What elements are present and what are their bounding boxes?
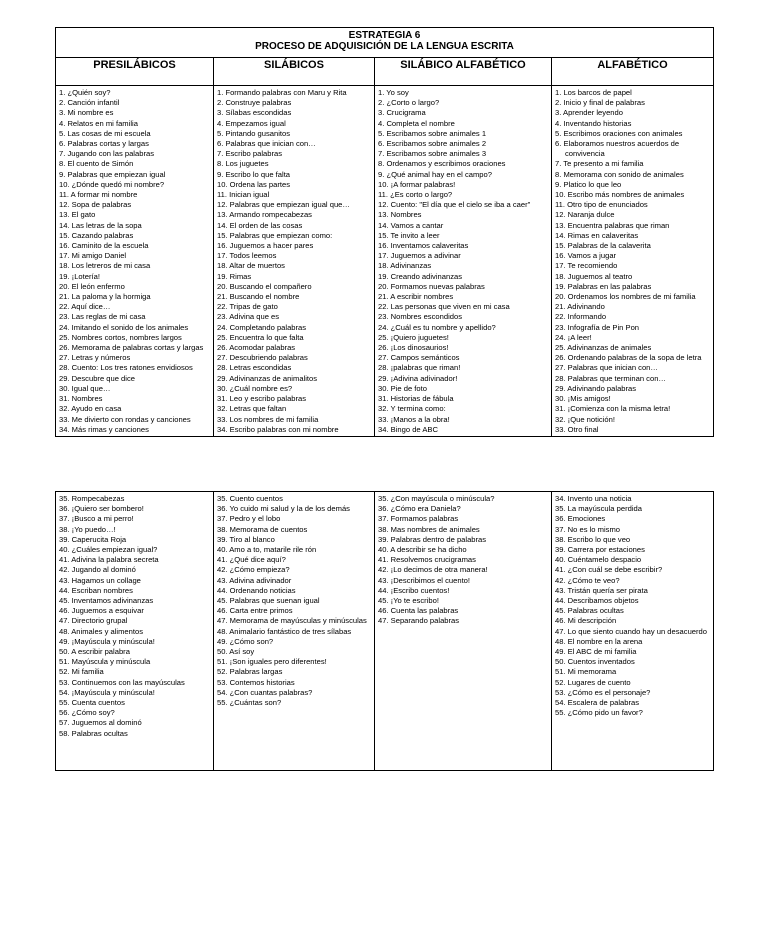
activity-item: 28. Letras escondidas [217,363,292,373]
activity-item: 45. Palabras ocultas [555,606,624,616]
activity-item: 37. Pedro y el lobo [217,514,281,524]
activity-item: 11. Otro tipo de enunciados [555,200,648,210]
activity-item: 10. Ordena las partes [217,179,291,189]
activity-item: 31. ¡Comienza con la misma letra! [555,404,671,414]
activity-item: 13. Encuentra palabras que riman [555,220,670,230]
activity-item: 44. Ordenando noticias [217,585,296,595]
activity-item: 5. Escribimos oraciones con animales [555,128,683,138]
activity-item: 24. Completando palabras [217,322,307,332]
activity-item: 12. Palabras que empiezan igual que… [217,200,350,210]
activity-item: 12. Naranja dulce [555,210,615,220]
activity-item: 42. ¿Cómo empieza? [217,565,290,575]
activity-item: 11. ¿Es corto o largo? [378,190,453,200]
activity-item: 22. Tripas de gato [217,302,278,312]
activity-item: 54. Escalera de palabras [555,698,640,708]
activity-item: 8. Memorama con sonido de animales [555,169,684,179]
activity-item: 19. Palabras en las palabras [555,281,652,291]
activity-item: 38. ¡Yo puedo…! [59,524,116,534]
activity-item: 32. ¡Que notición! [555,414,615,424]
activity-item: 57. Juguemos al dominó [59,718,142,728]
activity-item: 15. Te invito a leer [378,230,440,240]
activity-item: 50. A escribir palabra [59,647,130,657]
silabicos-column-continued [213,492,374,770]
activity-item: 40. Amo a to, matarile rile rón [217,545,317,555]
activity-item: 15. Palabras de la calaverita [555,241,651,251]
activity-item: 1. Formando palabras con Maru y Rita [217,88,347,97]
activity-item: 22. Informando [555,312,607,322]
activity-item: 34. Escribo palabras con mi nombre [217,424,339,434]
activity-item: 31. Historias de fábula [378,394,454,404]
activity-item: 36. Emociones [555,514,606,524]
activity-item: 50. Cuentos inventados [555,657,635,667]
activity-item: 18. Adivinanzas [378,261,432,271]
activity-item: 9. Palabras que empiezan igual [59,169,166,179]
activity-item: 8. Los juguetes [217,159,269,169]
activity-item: 47. Directorio grupal [59,616,128,626]
activity-item: 28. Palabras que terminan con… [555,373,667,383]
activity-item: 6. Palabras que inician con… [217,139,316,149]
activity-item: 55. Cuenta cuentos [59,698,125,708]
activity-item: 2. Canción infantil [59,98,120,108]
activity-item: 22. Las personas que viven en mi casa [378,302,510,312]
activity-item: 16. Inventamos calaveritas [378,241,469,251]
activity-item: 16. Juguemos a hacer pares [217,241,314,251]
activity-item: 25. Encuentra lo que falta [217,332,304,342]
activity-item: 1. ¿Quién soy? [59,88,111,97]
activity-item: 13. Armando rompecabezas [217,210,312,220]
column-headers [56,58,713,86]
activity-item: 58. Palabras ocultas [59,728,128,738]
activity-item: 52. Mi familia [59,667,104,677]
activity-item: 35. La mayúscula perdida [555,504,642,514]
activity-item: 42. Jugando al dominó [59,565,136,575]
activity-item: 7. Jugando con las palabras [59,149,154,159]
activity-item: 10. ¿Dónde quedó mi nombre? [59,179,165,189]
activity-item: 28. Cuento: Los tres ratones envidiosos [59,363,193,373]
activity-item: 23. Las reglas de mi casa [59,312,146,322]
activity-item: 25. Adivinanzas de animales [555,343,652,353]
activity-item: 31. Leo y escribo palabras [217,394,307,404]
strategy-title: ESTRATEGIA 6 [348,30,421,41]
activity-item: 41. ¿Qué dice aquí? [217,555,286,565]
activities-table-part-2 [55,491,714,771]
activity-item: 6. Escribamos sobre animales 2 [378,139,487,149]
activity-item: 11. A formar mi nombre [59,190,138,200]
activity-item: 1. Los barcos de papel [555,88,632,97]
activity-item: 49. ¿Cómo son? [217,636,274,646]
activity-item: 14. Vamos a cantar [378,220,444,230]
activity-item: 18. Altar de muertos [217,261,285,271]
activity-item: 51. Mi memorama [555,667,617,677]
activity-item: 41. Resolvemos crucigramas [378,555,476,565]
header-alfabetico: ALFABÉTICO [551,58,713,85]
activity-item: 3. Sílabas escondidas [217,108,292,118]
activity-item: 43. Hagamos un collage [59,575,141,585]
activity-item: 34. Más rimas y canciones [59,424,149,434]
activity-item: 36. ¡Quiero ser bombero! [59,504,144,514]
activity-item: 19. Rimas [217,271,252,281]
activity-item: 44. Describamos objetos [555,596,639,606]
activity-item: 4. Inventando historias [555,118,632,128]
activity-item: 37. No es lo mismo [555,524,620,534]
activity-item: 42. ¡Lo decimos de otra manera! [378,565,488,575]
activity-item: 21. Buscando el nombre [217,292,300,302]
activity-item: 37. Formamos palabras [378,514,459,524]
activity-item: 25. ¡Quiero juguetes! [378,332,449,342]
activity-item: 40. A describir se ha dicho [378,545,467,555]
activity-item: 54. ¡Mayúscula y minúscula! [59,687,155,697]
activity-item: 49. El ABC de mi familia [555,647,637,657]
activity-item: 26. Ordenando palabras de la sopa de letra [555,353,702,363]
activity-item: 20. Buscando el compañero [217,281,312,291]
activity-item: 40. Cuéntamelo despacio [555,555,642,565]
activity-item: 2. Inicio y final de palabras [555,98,645,108]
presilabicos-column [56,86,213,436]
activity-item: 25. Nombres cortos, nombres largos [59,332,182,342]
process-title: PROCESO DE ADQUISICIÓN DE LA LENGUA ESCRITA [255,41,514,52]
activity-item: 32. Ayudo en casa [59,404,122,414]
activity-item: 17. Todos leemos [217,251,277,261]
table-title [56,28,713,58]
activity-item: 29. Descubre que dice [59,373,135,383]
activity-item: 30. Igual que… [59,383,111,393]
silabicos-column [213,86,374,436]
header-presilabicos: PRESILÁBICOS [93,59,176,71]
activity-item: 3. Mi nombre es [59,108,114,118]
activity-item: 9. Escribo lo que falta [217,169,291,179]
activity-item: 19. Creando adivinanzas [378,271,463,281]
activity-item: 5. Las cosas de mi escuela [59,128,151,138]
activity-item: 33. Los nombres de mi familia [217,414,319,424]
activity-item: 27. Descubriendo palabras [217,353,308,363]
activity-item: 39. Carrera por estaciones [555,545,645,555]
activity-item: 43. Tristán quería ser pirata [555,585,648,595]
activity-item: 14. El orden de las cosas [217,220,303,230]
activity-item: 15. Cazando palabras [59,230,134,240]
activity-item: 37. ¡Busco a mi perro! [59,514,134,524]
activity-item: 35. ¿Con mayúscula o minúscula? [378,494,495,503]
header-silabicos: SILÁBICOS [213,58,374,85]
activity-item: 48. Animales y alimentos [59,626,143,636]
activity-item: 21. A escribir nombres [378,292,454,302]
activity-item: 4. Empezamos igual [217,118,286,128]
activity-item: 21. Adivinando [555,302,605,312]
activity-item: 28. ¡palabras que riman! [378,363,461,373]
activity-item: 24. ¡A leer! [555,332,592,342]
activity-item: 26. Memorama de palabras cortas y largas [59,343,204,353]
activity-item: 53. ¿Cómo es el personaje? [555,687,651,697]
activity-item: 7. Te presento a mi familia [555,159,644,169]
activity-item: 35. Cuento cuentos [217,494,283,503]
activity-item: 15. Palabras que empiezan como: [217,230,333,240]
activity-item: 51. ¡Son iguales pero diferentes! [217,657,327,667]
activity-item: 33. Otro final [555,424,599,434]
activity-item: 10. Escribo más nombres de animales [555,190,685,200]
activity-item: 8. Ordenamos y escribimos oraciones [378,159,506,169]
activity-item: 20. Ordenamos los nombres de mi familia [555,292,696,302]
activity-item: 17. Mi amigo Daniel [59,251,127,261]
activity-item: 32. Letras que faltan [217,404,287,414]
activity-item: 5. Escribamos sobre animales 1 [378,128,487,138]
activity-item: 30. ¿Cuál nombre es? [217,383,293,393]
activity-item: 55. ¿Cómo pido un favor? [555,708,643,718]
activity-item: 40. ¿Cuáles empiezan igual? [59,545,158,555]
activity-item: 27. Campos semánticos [378,353,460,363]
activity-item: 35. Rompecabezas [59,494,125,503]
activity-item: 7. Escribo palabras [217,149,283,159]
activity-item: 45. Palabras que suenan igual [217,596,320,606]
activity-item: 10. ¡A formar palabras! [378,179,456,189]
activity-item: 42. ¿Cómo te veo? [555,575,620,585]
activity-item: 22. Aquí dice… [59,302,111,312]
activity-item: 16. Vamos a jugar [555,251,617,261]
alfabetico-column-continued [551,492,713,770]
silabico-alfabetico-column-continued [374,492,551,770]
alfabetico-column [551,86,713,436]
activity-item: 30. Pie de foto [378,383,427,393]
presilabicos-column-continued [56,492,213,770]
activity-item: 8. El cuento de Simón [59,159,134,169]
activity-item: 17. Te recomiendo [555,261,618,271]
activity-item: 29. Adivinando palabras [555,383,637,393]
activity-item: 43. ¡Describimos el cuento! [378,575,471,585]
activity-item: 31. Nombres [59,394,103,404]
activity-item: 23. Adivina que es [217,312,280,322]
activity-item: 23. Infografía de Pin Pon [555,322,640,332]
activity-item: 20. Formamos nuevas palabras [378,281,485,291]
activity-item: 56. ¿Cómo soy? [59,708,115,718]
activity-item: 38. Memorama de cuentos [217,524,308,534]
activity-item: 49. ¡Mayúscula y minúscula! [59,636,155,646]
activity-item: 34. Invento una noticia [555,494,632,503]
activity-item: 38. Escribo lo que veo [555,534,631,544]
activity-item: 44. Escriban nombres [59,585,133,595]
activity-item: 34. Bingo de ABC [378,424,438,434]
activity-item: 38. Mas nombres de animales [378,524,480,534]
activity-item: 29. ¡Adivina adivinador! [378,373,458,383]
activities-table-part-1 [55,27,714,437]
activity-item: 18. Juguemos al teatro [555,271,633,281]
activity-item: 36. Yo cuido mi salud y la de los demás [217,504,350,514]
activity-item: 3. Crucigrama [378,108,426,118]
activity-item: 45. ¡Yo te escribo! [378,596,439,606]
silabico-alfabetico-column [374,86,551,436]
activity-item: 33. ¡Manos a la obra! [378,414,450,424]
activity-item: 26. ¡Los dinosaurios! [378,343,449,353]
activity-item: 33. Me divierto con rondas y canciones [59,414,191,424]
activity-item: 13. El gato [59,210,96,220]
activity-item: 39. Palabras dentro de palabras [378,534,487,544]
activity-item: 47. Memorama de mayúsculas y minúsculas [217,616,367,626]
activity-item: 1. Yo soy [378,88,409,97]
activity-item: 39. Caperucita Roja [59,534,127,544]
activity-item: 30. ¡Mis amigos! [555,394,611,404]
activity-item: 32. Y termina como: [378,404,446,414]
activity-item: 51. Mayúscula y minúscula [59,657,151,667]
activity-item: 2. Construye palabras [217,98,292,108]
activity-item: 5. Pintando gusanitos [217,128,291,138]
activity-item: 17. Juguemos a adivinar [378,251,461,261]
activity-item: 36. ¿Cómo era Daniela? [378,504,461,514]
activity-item: 4. Relatos en mi familia [59,118,138,128]
activity-item: 27. Palabras que inician con… [555,363,659,373]
activity-item: 29. Adivinanzas de animalitos [217,373,318,383]
activity-item: 24. Imitando el sonido de los animales [59,322,189,332]
activity-item: 9. Platico lo que leo [555,179,622,189]
activity-item: 11. Inician igual [217,190,270,200]
activity-item: 52. Lugares de cuento [555,677,631,687]
activity-item: 16. Caminito de la escuela [59,241,149,251]
activity-item: 3. Aprender leyendo [555,108,623,118]
activity-item: 26. Acomodar palabras [217,343,296,353]
activity-item: 14. Las letras de la sopa [59,220,142,230]
header-silabico-alfabetico: SILÁBICO ALFABÉTICO [374,58,551,85]
activity-item: 41. Adivina la palabra secreta [59,555,159,565]
activity-item: 55. ¿Cuántas son? [217,698,282,708]
activity-item: 44. ¡Escribo cuentos! [378,585,450,595]
activity-item: 24. ¿Cuál es tu nombre y apellido? [378,322,496,332]
activity-item: 20. El león enfermo [59,281,125,291]
activity-item: 27. Letras y números [59,353,131,363]
activity-item: 45. Inventamos adivinanzas [59,596,154,606]
activity-item: 9. ¿Qué animal hay en el campo? [378,169,492,179]
activity-item: 47. Separando palabras [378,616,460,626]
activity-item: 46. Cuenta las palabras [378,606,459,616]
activity-item: 53. Continuemos con las mayúsculas [59,677,185,687]
activity-item: 46. Juguemos a esquivar [59,606,144,616]
activity-item: 39. Tiro al blanco [217,534,275,544]
activity-item: 50. Así soy [217,647,255,657]
activity-item: 23. Nombres escondidos [378,312,462,322]
activity-item: 12. Sopa de palabras [59,200,132,210]
activity-item: 41. ¿Con cuál se debe escribir? [555,565,663,575]
activity-item: 12. Cuento: "El día que el cielo se iba a caer" [378,200,531,210]
activity-item: 6. Elaboramos nuestros acuerdos de convivencia [555,139,680,159]
activity-item: 46. Mi descripción [555,616,617,626]
activity-item: 48. Animalario fantástico de tres sílabas [217,626,352,636]
activity-item: 4. Completa el nombre [378,118,455,128]
activity-item: 46. Carta entre primos [217,606,293,616]
activity-item: 18. Los letreros de mi casa [59,261,151,271]
activity-item: 2. ¿Corto o largo? [378,98,440,108]
activity-item: 53. Contemos historias [217,677,295,687]
activity-item: 54. ¿Con cuantas palabras? [217,687,313,697]
activity-item: 19. ¡Lotería! [59,271,100,281]
activity-item: 47. Lo que siento cuando hay un desacuerdo [555,626,707,636]
activity-item: 14. Rimas en calaveritas [555,230,639,240]
activity-item: 48. El nombre en la arena [555,636,643,646]
activity-item: 21. La paloma y la hormiga [59,292,151,302]
activity-item: 7. Escribamos sobre animales 3 [378,149,487,159]
activity-item: 43. Adivina adivinador [217,575,292,585]
activity-item: 13. Nombres [378,210,422,220]
activity-item: 52. Palabras largas [217,667,283,677]
activity-item: 6. Palabras cortas y largas [59,139,149,149]
